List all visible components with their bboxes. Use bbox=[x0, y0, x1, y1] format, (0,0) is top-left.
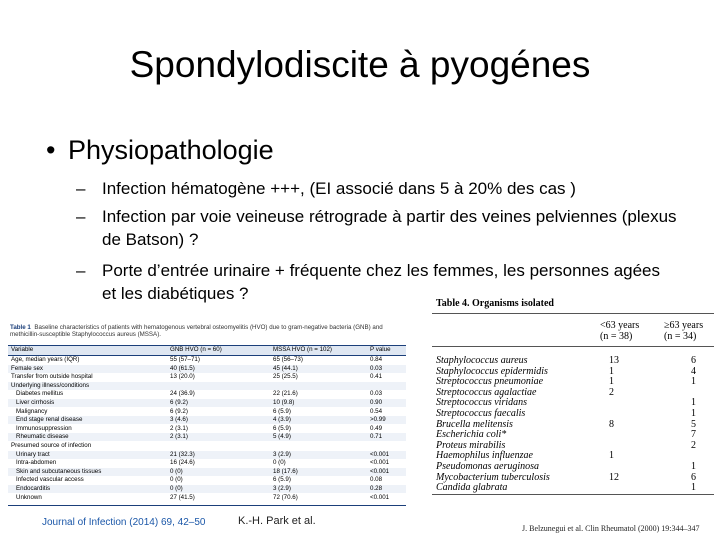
table-cell: Liver cirrhosis bbox=[16, 399, 55, 406]
table-row bbox=[8, 459, 406, 467]
table-cell: 0.03 bbox=[370, 364, 383, 372]
citation-belzunegui: J. Belzunegui et al. Clin Rheumatol (2000) 19:344–347 bbox=[522, 524, 700, 533]
table-row bbox=[8, 390, 406, 398]
table2-title: Table 4. Organisms isolated bbox=[436, 298, 554, 309]
bullet-dot: • bbox=[46, 135, 56, 165]
organism-row bbox=[436, 419, 716, 430]
table-cell: Transfer from outside hospital bbox=[11, 373, 93, 381]
organism-name: Streptococcus viridans bbox=[436, 397, 528, 409]
organism-name: Brucella melitensis bbox=[436, 418, 513, 430]
table-row bbox=[8, 442, 406, 450]
table-cell: 0 (0) bbox=[170, 467, 183, 475]
table2-bottom-rule bbox=[432, 494, 714, 495]
table-cell: <0.001 bbox=[370, 493, 390, 501]
table2-header-rule bbox=[432, 346, 714, 347]
table-cell: 21 (32.3) bbox=[170, 450, 195, 458]
organism-row bbox=[436, 450, 716, 461]
table-cell: 27 (41.5) bbox=[170, 493, 195, 501]
organism-row bbox=[436, 472, 716, 483]
table1-caption-text: Baseline characteristics of patients with hematogenous vertebral osteomyelitis (HVO) due to gram-negative bacteria (GNB) and methicillin-susceptible Staphylococcus aureus (MSSA). bbox=[10, 324, 383, 339]
table-cell: Intra-abdomen bbox=[16, 459, 57, 467]
table-row bbox=[8, 485, 406, 493]
organism-name: Streptococcus pneumoniae bbox=[436, 376, 544, 388]
table-cell: 0.54 bbox=[370, 407, 383, 415]
bullet-physiopathologie bbox=[46, 135, 274, 166]
table-cell: 0.71 bbox=[370, 433, 383, 441]
header-cell: MSSA HVO (n = 102) bbox=[273, 346, 332, 353]
table-row bbox=[8, 416, 406, 424]
count-63-plus: 6 bbox=[691, 355, 696, 366]
table-cell: 0 (0) bbox=[170, 485, 183, 492]
table-cell: Age, median years (IQR) bbox=[11, 356, 80, 363]
citation-journal: Journal of Infection (2014) 69, 42–50 bbox=[42, 517, 206, 528]
table-cell: Diabetes mellitus bbox=[16, 390, 64, 398]
organism-name: Candida glabrata bbox=[436, 482, 508, 494]
count-63-plus: 5 bbox=[691, 418, 696, 430]
table-cell: 22 (21.6) bbox=[273, 390, 298, 398]
count-63-plus: 2 bbox=[691, 439, 696, 451]
dash: – bbox=[76, 179, 86, 198]
table-cell: 25 (25.5) bbox=[273, 373, 298, 381]
bullet-text: Physiopathologie bbox=[68, 135, 274, 165]
table-cell: 18 (17.6) bbox=[273, 467, 298, 475]
table-cell: <0.001 bbox=[370, 450, 390, 458]
dash: – bbox=[76, 261, 86, 280]
table-cell: Underlying illness/conditions bbox=[11, 381, 90, 389]
table1-bottom-rule bbox=[8, 505, 406, 506]
table-cell: 3 (4.6) bbox=[170, 416, 188, 424]
organism-row bbox=[436, 387, 716, 398]
count-under-63: 2 bbox=[609, 386, 614, 398]
table-row bbox=[8, 425, 406, 433]
organism-name: Escherichia coli* bbox=[436, 429, 507, 441]
organism-row bbox=[436, 355, 716, 366]
table-cell: 3 (2.9) bbox=[273, 485, 291, 492]
table-row bbox=[8, 494, 406, 502]
count-under-63: 13 bbox=[609, 355, 619, 366]
table-cell: 65 (56–73) bbox=[273, 356, 303, 363]
table-cell: 24 (36.9) bbox=[170, 390, 195, 398]
count-under-63: 1 bbox=[609, 365, 614, 377]
table-cell: Female sex bbox=[11, 364, 43, 372]
sub-text: Infection par voie veineuse rétrograde à partir des veines pelviennes (plexus de Batson) ? bbox=[102, 207, 677, 249]
table-row bbox=[8, 451, 406, 459]
table-cell: 10 (9.8) bbox=[273, 399, 295, 406]
table-cell: End stage renal disease bbox=[16, 416, 83, 424]
table-cell: 6 (5.9) bbox=[273, 407, 291, 415]
organism-name: Proteus mirabilis bbox=[436, 439, 506, 451]
count-under-63: 1 bbox=[609, 376, 614, 388]
organisms-isolated-table bbox=[432, 298, 717, 540]
sub-text: Porte d’entrée urinaire + fréquente chez les femmes, les personnes agées et les diabétiques ? bbox=[102, 261, 661, 303]
table-row bbox=[8, 399, 406, 407]
count-63-plus: 4 bbox=[691, 365, 696, 377]
table-cell: Infected vascular access bbox=[16, 476, 84, 484]
organism-name: Staphylococcus epidermidis bbox=[436, 365, 548, 377]
table-cell: Immunosuppression bbox=[16, 424, 72, 432]
table-cell: Rheumatic disease bbox=[16, 433, 69, 441]
table-cell: 40 (61.5) bbox=[170, 364, 195, 372]
table-cell: 6 (9.2) bbox=[170, 399, 188, 406]
col-under-63 bbox=[600, 320, 639, 342]
organism-row bbox=[436, 397, 716, 408]
table-cell: 0.41 bbox=[370, 373, 383, 381]
count-63-plus: 1 bbox=[691, 376, 696, 388]
organism-row bbox=[436, 482, 716, 493]
table-cell: <0.001 bbox=[370, 459, 390, 467]
table-cell: 0 (0) bbox=[170, 476, 183, 484]
table-cell: 72 (70.6) bbox=[273, 493, 298, 501]
table-cell: 16 (24.6) bbox=[170, 459, 195, 467]
table-row bbox=[8, 408, 406, 416]
table-cell: 0.84 bbox=[370, 356, 383, 363]
table-cell: 2 (3.1) bbox=[170, 424, 188, 432]
table-cell: 3 (2.9) bbox=[273, 450, 291, 458]
table-cell: 0.03 bbox=[370, 390, 383, 398]
table-cell: Urinary tract bbox=[16, 450, 50, 458]
count-63-plus: 1 bbox=[691, 461, 696, 472]
count-63-plus: 1 bbox=[691, 482, 696, 494]
organism-name: Haemophilus influenzae bbox=[436, 450, 533, 462]
table-cell: 45 (44.1) bbox=[273, 364, 298, 372]
organism-row bbox=[436, 408, 716, 419]
citation-authors: K.-H. Park et al. bbox=[238, 515, 316, 527]
table-cell: 0.28 bbox=[370, 485, 383, 492]
table-row bbox=[8, 433, 406, 441]
organism-name: Streptococcus faecalis bbox=[436, 408, 526, 419]
organism-row bbox=[436, 440, 716, 451]
col-n: (n = 34) bbox=[664, 331, 697, 342]
organism-name: Mycobacterium tuberculosis bbox=[436, 471, 550, 483]
organism-name: Staphylococcus aureus bbox=[436, 355, 528, 366]
table1-caption bbox=[10, 324, 402, 339]
table-cell: 13 (20.0) bbox=[170, 373, 195, 381]
table-cell: 0.49 bbox=[370, 424, 383, 432]
table-cell: 0.90 bbox=[370, 399, 383, 406]
count-63-plus: 1 bbox=[691, 397, 696, 409]
col-63-plus bbox=[664, 320, 703, 342]
table-row bbox=[8, 365, 406, 373]
table-row bbox=[8, 468, 406, 476]
organism-row bbox=[436, 366, 716, 377]
col-n: (n = 38) bbox=[600, 331, 633, 342]
table-cell: 0 (0) bbox=[273, 459, 286, 467]
table1-header bbox=[8, 345, 406, 356]
organism-row bbox=[436, 461, 716, 472]
count-under-63: 1 bbox=[609, 450, 614, 462]
table2-top-rule bbox=[432, 313, 714, 314]
col-label: ≥63 years bbox=[664, 320, 704, 331]
table-cell: 5 (4.9) bbox=[273, 433, 291, 441]
slide-title: Spondylodiscite à pyogénes bbox=[129, 44, 591, 85]
organism-name: Pseudomonas aeruginosa bbox=[436, 461, 540, 472]
table-cell: 0.08 bbox=[370, 476, 383, 484]
table1-label: Table 1 bbox=[10, 324, 31, 331]
table-cell: Endocarditis bbox=[16, 485, 51, 492]
organism-name: Streptococcus agalactiae bbox=[436, 386, 537, 398]
header-cell: P value bbox=[370, 346, 391, 353]
header-cell: Variable bbox=[11, 346, 34, 353]
count-63-plus: 1 bbox=[691, 408, 696, 419]
table-cell: 6 (9.2) bbox=[170, 407, 188, 415]
sub-text: Infection hématogène +++, (EI associé dans 5 à 20% des cas ) bbox=[102, 179, 576, 198]
dash: – bbox=[76, 207, 86, 226]
table-cell: 55 (57–71) bbox=[170, 356, 200, 363]
baseline-characteristics-table bbox=[8, 323, 406, 511]
organism-row bbox=[436, 429, 716, 440]
table-cell: Presumed source of infection bbox=[11, 442, 92, 449]
count-63-plus: 7 bbox=[691, 429, 696, 441]
count-under-63: 8 bbox=[609, 418, 614, 430]
table-cell: >0.99 bbox=[370, 416, 386, 424]
table-row bbox=[8, 356, 406, 364]
table-cell: Unknown bbox=[16, 493, 42, 501]
count-63-plus: 6 bbox=[691, 471, 696, 483]
col-label: <63 years bbox=[600, 320, 640, 331]
table-cell: 2 (3.1) bbox=[170, 433, 188, 441]
table-cell: Skin and subcutaneous tissues bbox=[16, 467, 102, 475]
table-cell: 6 (5.9) bbox=[273, 476, 291, 484]
table-row bbox=[8, 373, 406, 381]
table-row bbox=[8, 382, 406, 390]
table-cell: 6 (5.9) bbox=[273, 424, 291, 432]
count-under-63: 12 bbox=[609, 471, 619, 483]
table-cell: <0.001 bbox=[370, 467, 390, 475]
header-cell: GNB HVO (n = 60) bbox=[170, 346, 222, 353]
table-cell: 4 (3.9) bbox=[273, 416, 291, 424]
table-row bbox=[8, 476, 406, 484]
table-cell: Malignancy bbox=[16, 407, 48, 415]
organism-row bbox=[436, 376, 716, 387]
